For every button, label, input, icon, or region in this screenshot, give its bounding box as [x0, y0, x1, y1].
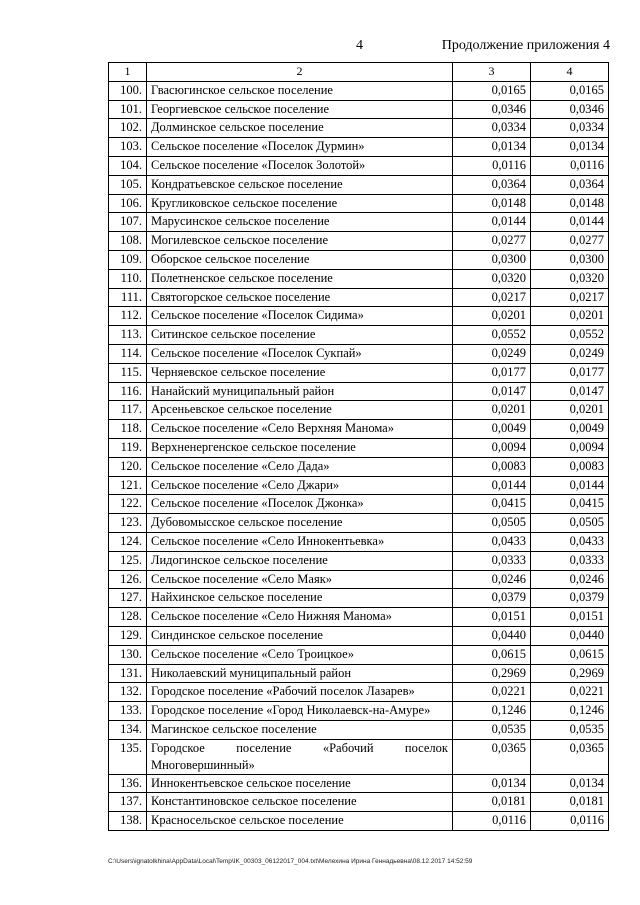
row-value-3-cell: 0,0094 — [453, 438, 531, 457]
row-value-3-cell: 0,0201 — [453, 401, 531, 420]
row-value-3-cell: 0,0134 — [453, 774, 531, 793]
table-row — [109, 344, 609, 363]
table-row — [109, 288, 609, 307]
row-value-3-cell: 0,0505 — [453, 514, 531, 533]
table-row — [109, 175, 609, 194]
row-value-3-cell: 0,0217 — [453, 288, 531, 307]
row-value-4-cell: 0,0116 — [531, 156, 609, 175]
row-value-3-cell: 0,0151 — [453, 608, 531, 627]
row-name-cell: Кондратьевское сельское поселение — [147, 175, 453, 194]
table-row — [109, 81, 609, 100]
row-name-cell: Долминское сельское поселение — [147, 119, 453, 138]
row-value-4-cell: 0,0615 — [531, 645, 609, 664]
row-number-cell: 126. — [109, 570, 147, 589]
table-header-row — [109, 63, 609, 82]
row-name-cell: Городское поселение «Рабочий поселок Многовершинный» — [147, 739, 453, 774]
row-name-cell: Сельское поселение «Село Иннокентьевка» — [147, 532, 453, 551]
row-name-cell: Могилевское сельское поселение — [147, 232, 453, 251]
footer-path: C:\Users\ignatolkhina\AppData\Local\Temp\IK_00303_06122017_004.txt\Мелехина Ирина Геннадьевна\08.12.2017 14:52:59 — [108, 858, 473, 865]
row-value-4-cell: 0,0049 — [531, 420, 609, 439]
row-value-3-cell: 0,0277 — [453, 232, 531, 251]
row-name-cell: Сельское поселение «Поселок Сукпай» — [147, 344, 453, 363]
row-value-4-cell: 0,0277 — [531, 232, 609, 251]
table-row — [109, 683, 609, 702]
table-row — [109, 476, 609, 495]
row-value-3-cell: 0,0415 — [453, 495, 531, 514]
row-name-cell: Марусинское сельское поселение — [147, 213, 453, 232]
table-row — [109, 626, 609, 645]
row-number-cell: 100. — [109, 81, 147, 100]
table-row — [109, 363, 609, 382]
row-number-cell: 124. — [109, 532, 147, 551]
row-value-4-cell: 0,0334 — [531, 119, 609, 138]
row-name-cell: Полетненское сельское поселение — [147, 269, 453, 288]
row-value-4-cell: 0,0217 — [531, 288, 609, 307]
page-number: 4 — [356, 38, 363, 53]
row-value-3-cell: 0,0346 — [453, 100, 531, 119]
row-number-cell: 103. — [109, 138, 147, 157]
row-value-3-cell: 0,0148 — [453, 194, 531, 213]
row-value-4-cell: 0,0440 — [531, 626, 609, 645]
row-value-4-cell: 0,0320 — [531, 269, 609, 288]
table-row — [109, 570, 609, 589]
table-row — [109, 269, 609, 288]
table-row — [109, 720, 609, 739]
row-value-3-cell: 0,0221 — [453, 683, 531, 702]
row-number-cell: 136. — [109, 774, 147, 793]
row-value-4-cell: 0,0346 — [531, 100, 609, 119]
row-name-cell: Георгиевское сельское поселение — [147, 100, 453, 119]
table-row — [109, 589, 609, 608]
row-name-cell: Дубовомысское сельское поселение — [147, 514, 453, 533]
row-name-cell: Сельское поселение «Село Дада» — [147, 457, 453, 476]
row-number-cell: 132. — [109, 683, 147, 702]
row-number-cell: 105. — [109, 175, 147, 194]
row-value-3-cell: 0,0165 — [453, 81, 531, 100]
row-name-cell: Иннокентьевское сельское поселение — [147, 774, 453, 793]
row-value-3-cell: 0,0144 — [453, 213, 531, 232]
table-row — [109, 495, 609, 514]
row-number-cell: 127. — [109, 589, 147, 608]
table-row — [109, 100, 609, 119]
row-name-cell: Сельское поселение «Поселок Джонка» — [147, 495, 453, 514]
table-row — [109, 457, 609, 476]
row-name-cell: Константиновское сельское поселение — [147, 793, 453, 812]
row-number-cell: 137. — [109, 793, 147, 812]
table-row — [109, 702, 609, 721]
row-value-4-cell: 0,0249 — [531, 344, 609, 363]
row-value-4-cell: 0,0083 — [531, 457, 609, 476]
row-value-3-cell: 0,0049 — [453, 420, 531, 439]
row-number-cell: 113. — [109, 326, 147, 345]
data-table — [108, 62, 609, 831]
column-header: 3 — [453, 63, 531, 82]
row-value-4-cell: 0,0246 — [531, 570, 609, 589]
table-row — [109, 739, 609, 774]
row-value-3-cell: 0,0116 — [453, 156, 531, 175]
continuation-caption: Продолжение приложения 4 — [441, 38, 610, 53]
row-name-cell: Нанайский муниципальный район — [147, 382, 453, 401]
row-name-cell: Сельское поселение «Поселок Дурмин» — [147, 138, 453, 157]
table-row — [109, 138, 609, 157]
row-value-4-cell: 0,0177 — [531, 363, 609, 382]
row-number-cell: 119. — [109, 438, 147, 457]
row-value-3-cell: 0,0320 — [453, 269, 531, 288]
row-value-4-cell: 0,0415 — [531, 495, 609, 514]
row-name-cell: Арсеньевское сельское поселение — [147, 401, 453, 420]
row-value-3-cell: 0,0300 — [453, 250, 531, 269]
row-number-cell: 128. — [109, 608, 147, 627]
row-value-3-cell: 0,0246 — [453, 570, 531, 589]
row-number-cell: 133. — [109, 702, 147, 721]
row-name-cell: Кругликовское сельское поселение — [147, 194, 453, 213]
row-value-3-cell: 0,0116 — [453, 812, 531, 831]
table-row — [109, 232, 609, 251]
row-name-cell: Сельское поселение «Село Джари» — [147, 476, 453, 495]
row-value-4-cell: 0,0364 — [531, 175, 609, 194]
row-value-3-cell: 0,0333 — [453, 551, 531, 570]
row-value-4-cell: 0,2969 — [531, 664, 609, 683]
row-number-cell: 121. — [109, 476, 147, 495]
table-row — [109, 645, 609, 664]
table-row — [109, 326, 609, 345]
table-row — [109, 438, 609, 457]
row-number-cell: 110. — [109, 269, 147, 288]
row-number-cell: 111. — [109, 288, 147, 307]
row-name-cell: Верхненергенское сельское поселение — [147, 438, 453, 457]
row-value-4-cell: 0,0365 — [531, 739, 609, 774]
row-name-cell: Лидогинское сельское поселение — [147, 551, 453, 570]
table-row — [109, 608, 609, 627]
row-name-cell: Найхинское сельское поселение — [147, 589, 453, 608]
table-row — [109, 250, 609, 269]
row-number-cell: 108. — [109, 232, 147, 251]
row-name-cell: Магинское сельское поселение — [147, 720, 453, 739]
table-row — [109, 551, 609, 570]
row-name-cell: Гвасюгинское сельское поселение — [147, 81, 453, 100]
row-value-4-cell: 0,0116 — [531, 812, 609, 831]
row-value-4-cell: 0,0201 — [531, 307, 609, 326]
row-value-4-cell: 0,0505 — [531, 514, 609, 533]
column-header: 1 — [109, 63, 147, 82]
table-row — [109, 119, 609, 138]
row-number-cell: 102. — [109, 119, 147, 138]
row-number-cell: 101. — [109, 100, 147, 119]
row-name-cell: Оборское сельское поселение — [147, 250, 453, 269]
row-value-3-cell: 0,0181 — [453, 793, 531, 812]
row-value-3-cell: 0,0433 — [453, 532, 531, 551]
row-value-4-cell: 0,0433 — [531, 532, 609, 551]
table-row — [109, 532, 609, 551]
row-value-4-cell: 0,0147 — [531, 382, 609, 401]
row-name-cell: Николаевский муниципальный район — [147, 664, 453, 683]
row-name-cell: Городское поселение «Рабочий поселок Лазарев» — [147, 683, 453, 702]
table-row — [109, 401, 609, 420]
row-value-3-cell: 0,2969 — [453, 664, 531, 683]
row-value-4-cell: 0,0094 — [531, 438, 609, 457]
row-number-cell: 104. — [109, 156, 147, 175]
row-number-cell: 114. — [109, 344, 147, 363]
row-number-cell: 109. — [109, 250, 147, 269]
row-number-cell: 117. — [109, 401, 147, 420]
table-row — [109, 307, 609, 326]
row-value-3-cell: 0,0147 — [453, 382, 531, 401]
row-name-cell: Сельское поселение «Село Маяк» — [147, 570, 453, 589]
row-name-cell: Красносельское сельское поселение — [147, 812, 453, 831]
row-name-cell: Сельское поселение «Село Троицкое» — [147, 645, 453, 664]
row-name-cell: Сельское поселение «Поселок Золотой» — [147, 156, 453, 175]
table-body — [109, 63, 609, 831]
row-number-cell: 120. — [109, 457, 147, 476]
row-number-cell: 122. — [109, 495, 147, 514]
row-number-cell: 130. — [109, 645, 147, 664]
row-value-4-cell: 0,0144 — [531, 476, 609, 495]
row-value-3-cell: 0,0201 — [453, 307, 531, 326]
row-value-3-cell: 0,0364 — [453, 175, 531, 194]
row-value-4-cell: 0,0148 — [531, 194, 609, 213]
row-value-4-cell: 0,0151 — [531, 608, 609, 627]
table-row — [109, 774, 609, 793]
row-value-3-cell: 0,0552 — [453, 326, 531, 345]
row-number-cell: 131. — [109, 664, 147, 683]
row-value-4-cell: 0,0379 — [531, 589, 609, 608]
row-value-4-cell: 0,0134 — [531, 774, 609, 793]
row-value-3-cell: 0,0440 — [453, 626, 531, 645]
row-value-4-cell: 0,0134 — [531, 138, 609, 157]
row-value-3-cell: 0,0177 — [453, 363, 531, 382]
table-row — [109, 420, 609, 439]
row-value-3-cell: 0,0365 — [453, 739, 531, 774]
row-number-cell: 134. — [109, 720, 147, 739]
row-number-cell: 116. — [109, 382, 147, 401]
table-row — [109, 156, 609, 175]
row-value-4-cell: 0,0221 — [531, 683, 609, 702]
row-number-cell: 118. — [109, 420, 147, 439]
row-value-4-cell: 0,1246 — [531, 702, 609, 721]
row-value-4-cell: 0,0333 — [531, 551, 609, 570]
row-value-4-cell: 0,0181 — [531, 793, 609, 812]
table-row — [109, 382, 609, 401]
row-number-cell: 138. — [109, 812, 147, 831]
table-row — [109, 514, 609, 533]
row-value-3-cell: 0,0144 — [453, 476, 531, 495]
table-row — [109, 194, 609, 213]
row-value-3-cell: 0,0535 — [453, 720, 531, 739]
row-value-4-cell: 0,0201 — [531, 401, 609, 420]
row-value-4-cell: 0,0165 — [531, 81, 609, 100]
table-row — [109, 664, 609, 683]
row-value-4-cell: 0,0144 — [531, 213, 609, 232]
row-name-cell: Черняевское сельское поселение — [147, 363, 453, 382]
table-row — [109, 793, 609, 812]
row-value-4-cell: 0,0535 — [531, 720, 609, 739]
row-name-cell: Сельское поселение «Село Нижняя Манома» — [147, 608, 453, 627]
row-value-4-cell: 0,0552 — [531, 326, 609, 345]
row-name-cell: Сельское поселение «Село Верхняя Манома» — [147, 420, 453, 439]
row-number-cell: 112. — [109, 307, 147, 326]
column-header: 2 — [147, 63, 453, 82]
row-value-3-cell: 0,0379 — [453, 589, 531, 608]
table-row — [109, 812, 609, 831]
row-number-cell: 106. — [109, 194, 147, 213]
row-name-cell: Сельское поселение «Поселок Сидима» — [147, 307, 453, 326]
row-name-cell: Ситинское сельское поселение — [147, 326, 453, 345]
row-value-3-cell: 0,0615 — [453, 645, 531, 664]
row-name-cell: Синдинское сельское поселение — [147, 626, 453, 645]
row-number-cell: 125. — [109, 551, 147, 570]
row-name-cell: Городское поселение «Город Николаевск-на-Амуре» — [147, 702, 453, 721]
row-number-cell: 135. — [109, 739, 147, 774]
row-value-4-cell: 0,0300 — [531, 250, 609, 269]
row-value-3-cell: 0,0249 — [453, 344, 531, 363]
row-value-3-cell: 0,0083 — [453, 457, 531, 476]
row-value-3-cell: 0,0334 — [453, 119, 531, 138]
table-row — [109, 213, 609, 232]
row-value-3-cell: 0,1246 — [453, 702, 531, 721]
row-number-cell: 129. — [109, 626, 147, 645]
column-header: 4 — [531, 63, 609, 82]
row-number-cell: 123. — [109, 514, 147, 533]
row-number-cell: 107. — [109, 213, 147, 232]
row-number-cell: 115. — [109, 363, 147, 382]
row-name-cell: Святогорское сельское поселение — [147, 288, 453, 307]
row-value-3-cell: 0,0134 — [453, 138, 531, 157]
